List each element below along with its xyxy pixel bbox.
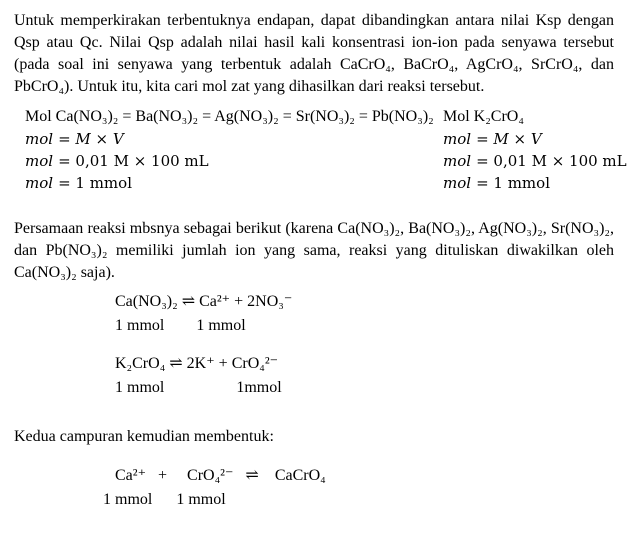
equation-formula: Ca(NO₃)₂ ⇌ Ca²⁺ + 2NO₃⁻ [115, 293, 293, 310]
mol-nitrates-header: Mol Ca(NO₃)₂ = Ba(NO₃)₂ = Ag(NO₃)₂ = Sr(NO₃)₂ = Pb(NO₃)₂ [25, 108, 434, 125]
mol-symbol: mol [443, 174, 472, 192]
mol-symbol: mol [443, 152, 472, 170]
reaction-note-paragraph: Persamaan reaksi mbsnya sebagai berikut (karena Ca(NO₃)₂, Ba(NO₃)₂, Ag(NO₃)₂, Sr(NO₃)₂, dan Pb(NO₃)₂ memiliki jumlah ion yang sama, reaksi yang dituliskan diwakilkan oleh Ca(NO₃)₂ saja). [14, 220, 614, 281]
mol-expression: = 1 mmol [476, 174, 550, 192]
mol-nitrates-column [25, 106, 443, 194]
equation-formula: K₂CrO₄ ⇌ 2K⁺ + CrO₄²⁻ [115, 355, 279, 372]
dissociation-equation-potassium-chromate [115, 352, 614, 400]
mol-expression: = 0,01 M × 100 mL [476, 152, 627, 170]
mol-chromate-column [443, 106, 627, 194]
equation-amounts: 1 mmol 1mmol [115, 379, 282, 396]
mol-formula-line [25, 128, 443, 150]
equation-formula: Ca²⁺ + CrO₄²⁻ ⇌ CaCrO₄ [115, 467, 326, 484]
dissociation-equation-calcium-nitrate [115, 290, 614, 338]
mol-expression: = 1 mmol [58, 174, 132, 192]
mol-calculation-section [14, 106, 627, 194]
intro-paragraph: Untuk memperkirakan terbentuknya endapan, dapat dibandingkan antara nilai Ksp dengan Qsp atau Qc. Nilai Qsp adalah nilai hasil kali konsentrasi ion-ion pada senyawa tersebut (pada soal ini senyawa yang terbentuk adalah CaCrO₄, BaCrO₄, AgCrO₄, SrCrO₄, dan PbCrO₄). Untuk itu, kita cari mol zat yang dihasilkan dari reaksi tersebut. [14, 12, 614, 95]
closing-paragraph: Kedua campuran kemudian membentuk: [14, 428, 274, 445]
precipitation-equation [103, 464, 614, 512]
mol-expression: = M × V [58, 130, 124, 148]
mol-symbol: mol [25, 152, 54, 170]
equation-amounts: 1 mmol 1 mmol [115, 317, 246, 334]
mol-symbol: mol [443, 130, 472, 148]
mol-substitution-line [25, 150, 443, 172]
mol-expression: = M × V [476, 130, 542, 148]
equation-amounts: 1 mmol 1 mmol [103, 491, 226, 508]
mol-formula-line [443, 128, 627, 150]
mol-symbol: mol [25, 130, 54, 148]
mol-result-line [443, 172, 627, 194]
mol-result-line [25, 172, 443, 194]
mol-substitution-line [443, 150, 627, 172]
mol-chromate-header: Mol K₂CrO₄ [443, 108, 524, 125]
mol-symbol: mol [25, 174, 54, 192]
mol-expression: = 0,01 M × 100 mL [58, 152, 209, 170]
